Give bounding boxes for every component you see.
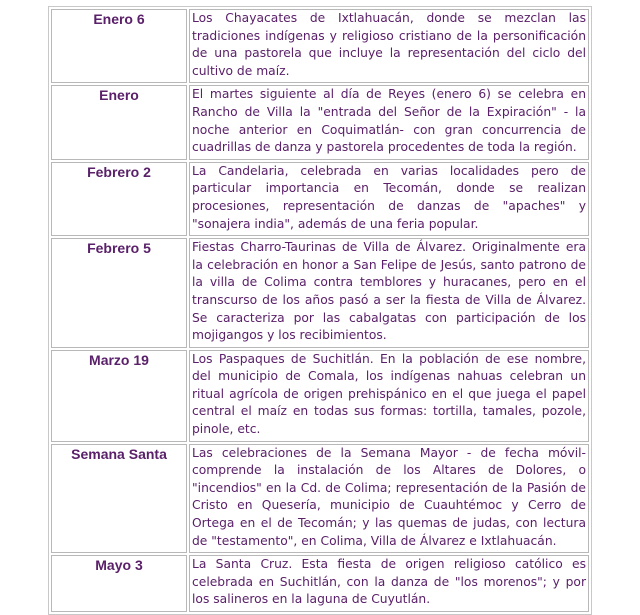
table-row [51,9,589,83]
description-cell: La Santa Cruz. Esta fiesta de origen religioso católico es celebrada en Suchitlán, con la danza de "los morenos"; y por los salineros en la laguna de Cuyutlán. [189,555,589,612]
date-cell: Febrero 5 [51,238,187,348]
description-cell: Fiestas Charro-Taurinas de Villa de Álvarez. Originalmente era la celebración en honor a San Felipe de Jesús, santo patrono de la villa de Colima contra temblores y huracanes, pero en el transcurso de los años pasó a ser la fiesta de Villa de Álvarez. Se caracteriza por las cabalgatas con participación de los mojigangos y los recibimientos. [189,238,589,348]
description-cell: El martes siguiente al día de Reyes (enero 6) se celebra en Rancho de Villa la "entrada del Señor de la Expiración" - la noche anterior en Coquimatlán- con gran concurrencia de cuadrillas de danza y pastorela procedentes de toda la región. [189,85,589,159]
table-row [51,238,589,348]
description-cell: Los Paspaques de Suchitlán. En la población de ese nombre, del municipio de Comala, los indígenas nahuas celebran un ritual agrícola de origen prehispánico en el que juega el papel central el maíz en todas sus formas: tortilla, tamales, pozole, pinole, etc. [189,350,589,442]
date-cell: Febrero 2 [51,162,187,236]
date-cell: Mayo 3 [51,555,187,612]
table-row [51,555,589,612]
description-cell: Las celebraciones de la Semana Mayor - de fecha móvil- comprende la instalación de los Altares de Dolores, o "incendios" en la Cd. de Colima; representación de la Pasión de Cristo en Quesería, municipio de Cuauhtémoc y Cerro de Ortega en el de Tecomán; y las quemas de judas, con lectura de "testamento", en Colima, Villa de Álvarez e Ixtlahuacán. [189,444,589,554]
table-row [51,444,589,554]
festivals-table [48,6,592,615]
date-cell: Marzo 19 [51,350,187,442]
table-row [51,85,589,159]
table-row [51,350,589,442]
date-cell: Enero 6 [51,9,187,83]
description-cell: Los Chayacates de Ixtlahuacán, donde se mezclan las tradiciones indígenas y religioso cristiano de la personificación de una pastorela que incluye la representación del ciclo del cultivo de maíz. [189,9,589,83]
date-cell: Semana Santa [51,444,187,554]
table-row [51,162,589,236]
date-cell: Enero [51,85,187,159]
description-cell: La Candelaria, celebrada en varias localidades pero de particular importancia en Tecomán, donde se realizan procesiones, representación de danzas de "apaches" y "sonajera india", además de una feria popular. [189,162,589,236]
